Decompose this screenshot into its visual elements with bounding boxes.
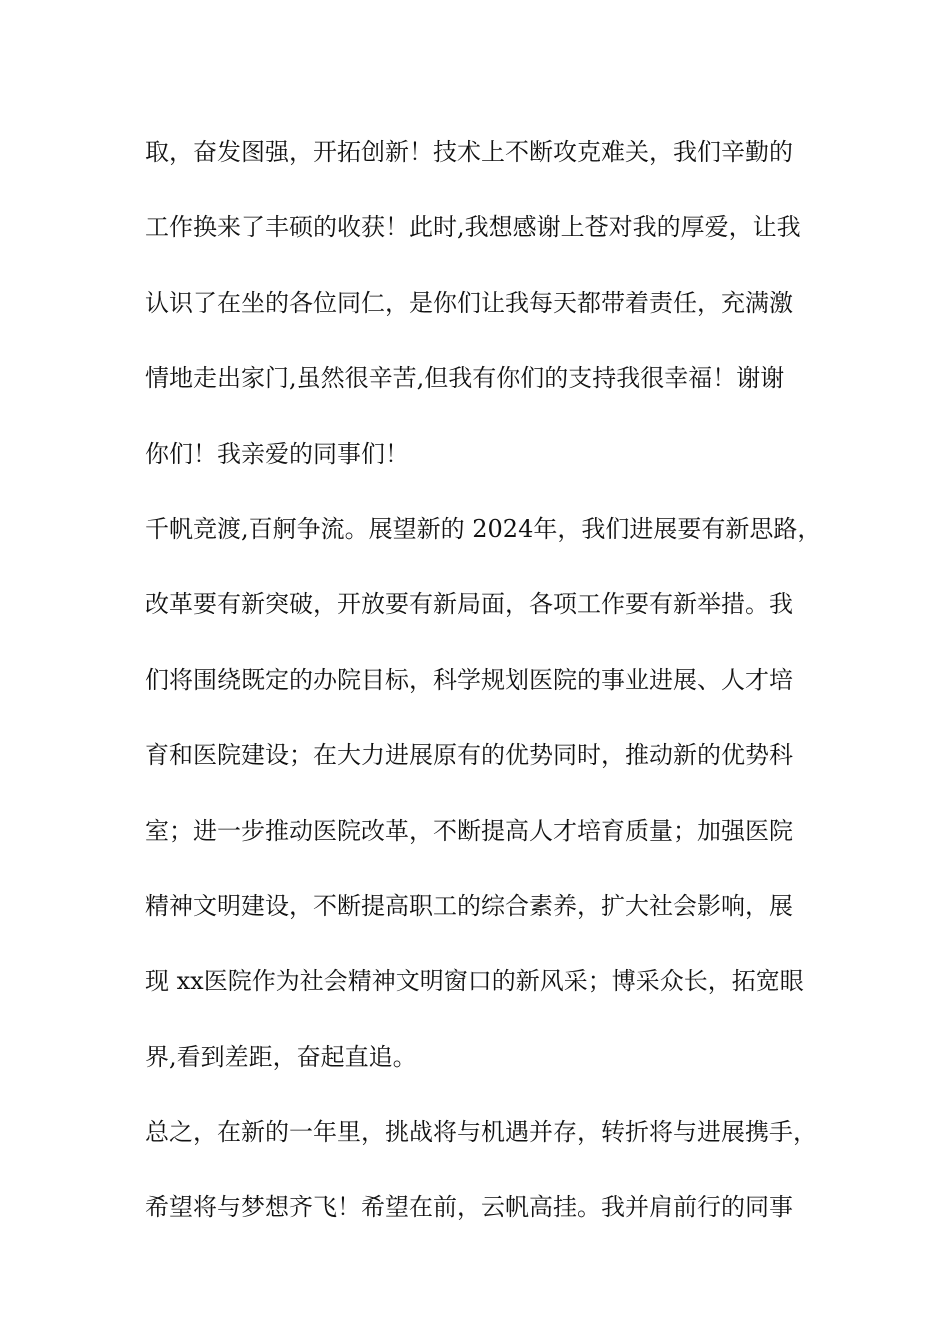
text-line: 精神文明建设，不断提高职工的综合素养，扩大社会影响，展 <box>145 891 793 920</box>
text-line: 取，奋发图强，开拓创新！技术上不断攻克难关，我们辛勤的 <box>145 138 793 166</box>
text-line: 育和医院建设；在大力进展原有的优势同时，推动新的优势科 <box>145 741 793 770</box>
text-line: 情地走出家门,虽然很辛苦,但我有你们的支持我很幸福！谢谢 <box>145 364 785 393</box>
text-line: 认识了在坐的各位同仁，是你们让我每天都带着责任，充满激 <box>145 288 793 317</box>
text-line: 你们！我亲爱的同事们！ <box>145 439 409 468</box>
text-line: 千帆竞渡,百舸争流。展望新的 2024年，我们进展要有新思路， <box>145 514 822 543</box>
text-line: 总之，在新的一年里，挑战将与机遇并存，转折将与进展携手， <box>145 1118 817 1147</box>
document-body <box>145 132 835 1263</box>
text-line: 界,看到差距，奋起直追。 <box>145 1042 417 1071</box>
text-line: 改革要有新突破，开放要有新局面，各项工作要有新举措。我 <box>145 590 793 619</box>
text-line: 室；进一步推动医院改革，不断提高人才培育质量；加强医院 <box>145 816 793 845</box>
text-line: 希望将与梦想齐飞！希望在前，云帆高挂。我并肩前行的同事 <box>145 1193 793 1222</box>
text-line: 工作换来了丰硕的收获！此时,我想感谢上苍对我的厚爱，让我 <box>145 213 801 242</box>
text-line: 现 xx医院作为社会精神文明窗口的新风采；博采众长，拓宽眼 <box>145 967 804 996</box>
text-line: 们将围绕既定的办院目标，科学规划医院的事业进展、人才培 <box>145 665 793 694</box>
